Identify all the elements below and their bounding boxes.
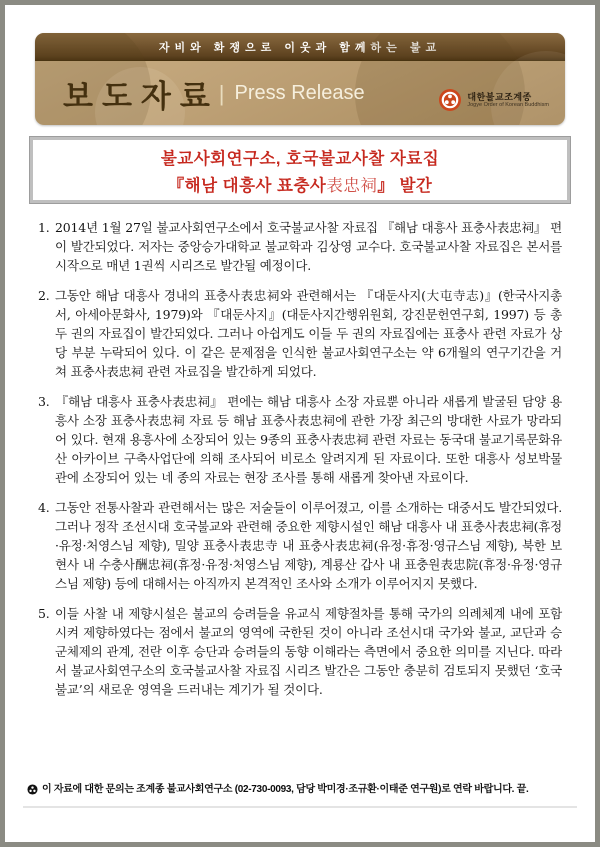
press-release-body (38, 218, 562, 710)
paragraph-number: 2. (38, 288, 50, 303)
paragraph-text: 『해남 대흥사 표충사表忠祠』 편에는 해남 대흥사 소장 자료뿐 아니라 새롭게 발굴된 담양 용흥사 소장 표충사表忠祠 자료 등 해남 표충사表忠祠에 관한 가장 최근의 방대한 사료가 망라되어 있다. 현재 용흥사에 소장되어 있는 9종의 표충사表忠祠 관련 자료는 동국대 불교기록문화유산 아카이브 구축사업단에 의해 조사되어 비로소 알려지게 된 자료이다. 또한 대흥사 성보박물관에 소장되어 있는 네 종의 자료는 현장 조사를 통해 새롭게 찾아낸 자료이다. (55, 394, 562, 485)
headline-line-2-prefix: 『해남 대흥사 표충사 (167, 176, 327, 195)
paragraph-2 (38, 286, 562, 381)
paragraph-3 (38, 392, 562, 487)
paragraph-text: 이들 사찰 내 제향시설은 불교의 승려들을 유교식 제향절차를 통해 국가의 의례체계 내에 포함시켜 제향하였다는 점에서 불교의 영역에 국한된 것이 아니라 조선시대 국가와 불교, 교단과 승군체제의 관계, 전란 이후 승단과 승려들의 동향 이해라는 측면에서 중요한 의미를 지닌다. 따라서 불교사회연구소의 호국불교사찰 자료집 시리즈 발간은 그동안 충분히 검토되지 못했던 ‘호국불교’의 새로운 영역을 드러내는 계기가 될 것이다. (55, 606, 562, 697)
headline-box (30, 137, 570, 203)
paragraph-text: 2014년 1월 27일 불교사회연구소에서 호국불교사찰 자료집 『해남 대흥사 표충사表忠祠』 편이 발간되었다. 저자는 중앙승가대학교 불교학과 김상영 교수다. 호국불교사찰 자료집은 본서를 시작으로 매년 1권씩 시리즈로 발간될 예정이다. (55, 220, 562, 273)
paragraph-1 (38, 218, 562, 275)
headline-line-2-suffix: 』 발간 (377, 176, 433, 195)
banner-title-korean: 보도자료 (63, 78, 219, 114)
paragraph-text: 그동안 전통사찰과 관련해서는 많은 저술들이 이루어졌고, 이를 소개하는 대중서도 발간되었다. 그러나 정작 조선시대 호국불교와 관련해 중요한 제향시설인 해남 대흥사 내 표충사表忠祠(휴정·유정·처영스님 제향), 밀양 표충사表忠寺 내 표충사表忠祠(유정·휴정·영규스님 제향), 북한 보현사 내 수충사酬忠祠(휴정·유정·처영스님 제향), 계룡산 갑사 내 표충원表忠院(휴정·유정·영규스님 제향) 등에 대해서는 아직까지 본격적인 조사와 소개가 이루어지지 못했다. (55, 500, 562, 591)
jogye-symbol-icon (27, 784, 38, 795)
logo-org-korean: 대한불교조계종 (467, 91, 532, 102)
paragraph-number: 1. (38, 220, 50, 235)
logo-text (467, 92, 549, 109)
jogye-order-logo (438, 88, 549, 112)
jogye-symbol-icon (438, 88, 462, 112)
banner-separator: | (218, 81, 225, 106)
headline-line-2 (168, 172, 433, 196)
logo-org-english: Jogye Order of Korean Buddhism (467, 102, 549, 109)
paragraph-number: 3. (38, 394, 50, 409)
press-release-banner (35, 33, 565, 125)
banner-main (35, 61, 565, 125)
banner-title-english: Press Release (234, 81, 365, 104)
headline-hanja: 表忠祠 (326, 175, 378, 195)
paragraph-number: 5. (38, 606, 50, 621)
headline-line-1: 불교사회연구소, 호국불교사찰 자료집 (160, 149, 440, 168)
paragraph-text: 그동안 해남 대흥사 경내의 표충사表忠祠와 관련해서는 『대둔사지(大屯寺志)』(한국사지총서, 아세아문화사, 1979)와 『대둔사지』(대둔사지간행위원회, 강진문헌연구회, 1997) 등 총 두 권의 자료집이 발간되었다. 그러나 아쉽게도 이들 두 권의 자료집에는 표충사 관련 자료가 상당 부분 누락되어 있다. 이 같은 문제점을 인식한 불교사회연구소는 약 6개월의 연구기간을 거쳐 표충사表忠祠 관련 자료집을 발간하게 되었다. (55, 288, 562, 379)
paragraph-number: 4. (38, 500, 50, 515)
banner-slogan: 자비와 화쟁으로 이웃과 함께하는 불교 (158, 41, 442, 54)
footer-note-text: 이 자료에 대한 문의는 조계종 불교사회연구소 (02-730-0093, 담당 박미경·조규환·이태준 연구원)로 연락 바랍니다. 끝. (42, 784, 529, 795)
paragraph-4 (38, 498, 562, 593)
footer-divider (23, 806, 577, 808)
banner-slogan-strip (35, 33, 565, 61)
paragraph-5 (38, 604, 562, 699)
footer-contact (27, 783, 575, 796)
